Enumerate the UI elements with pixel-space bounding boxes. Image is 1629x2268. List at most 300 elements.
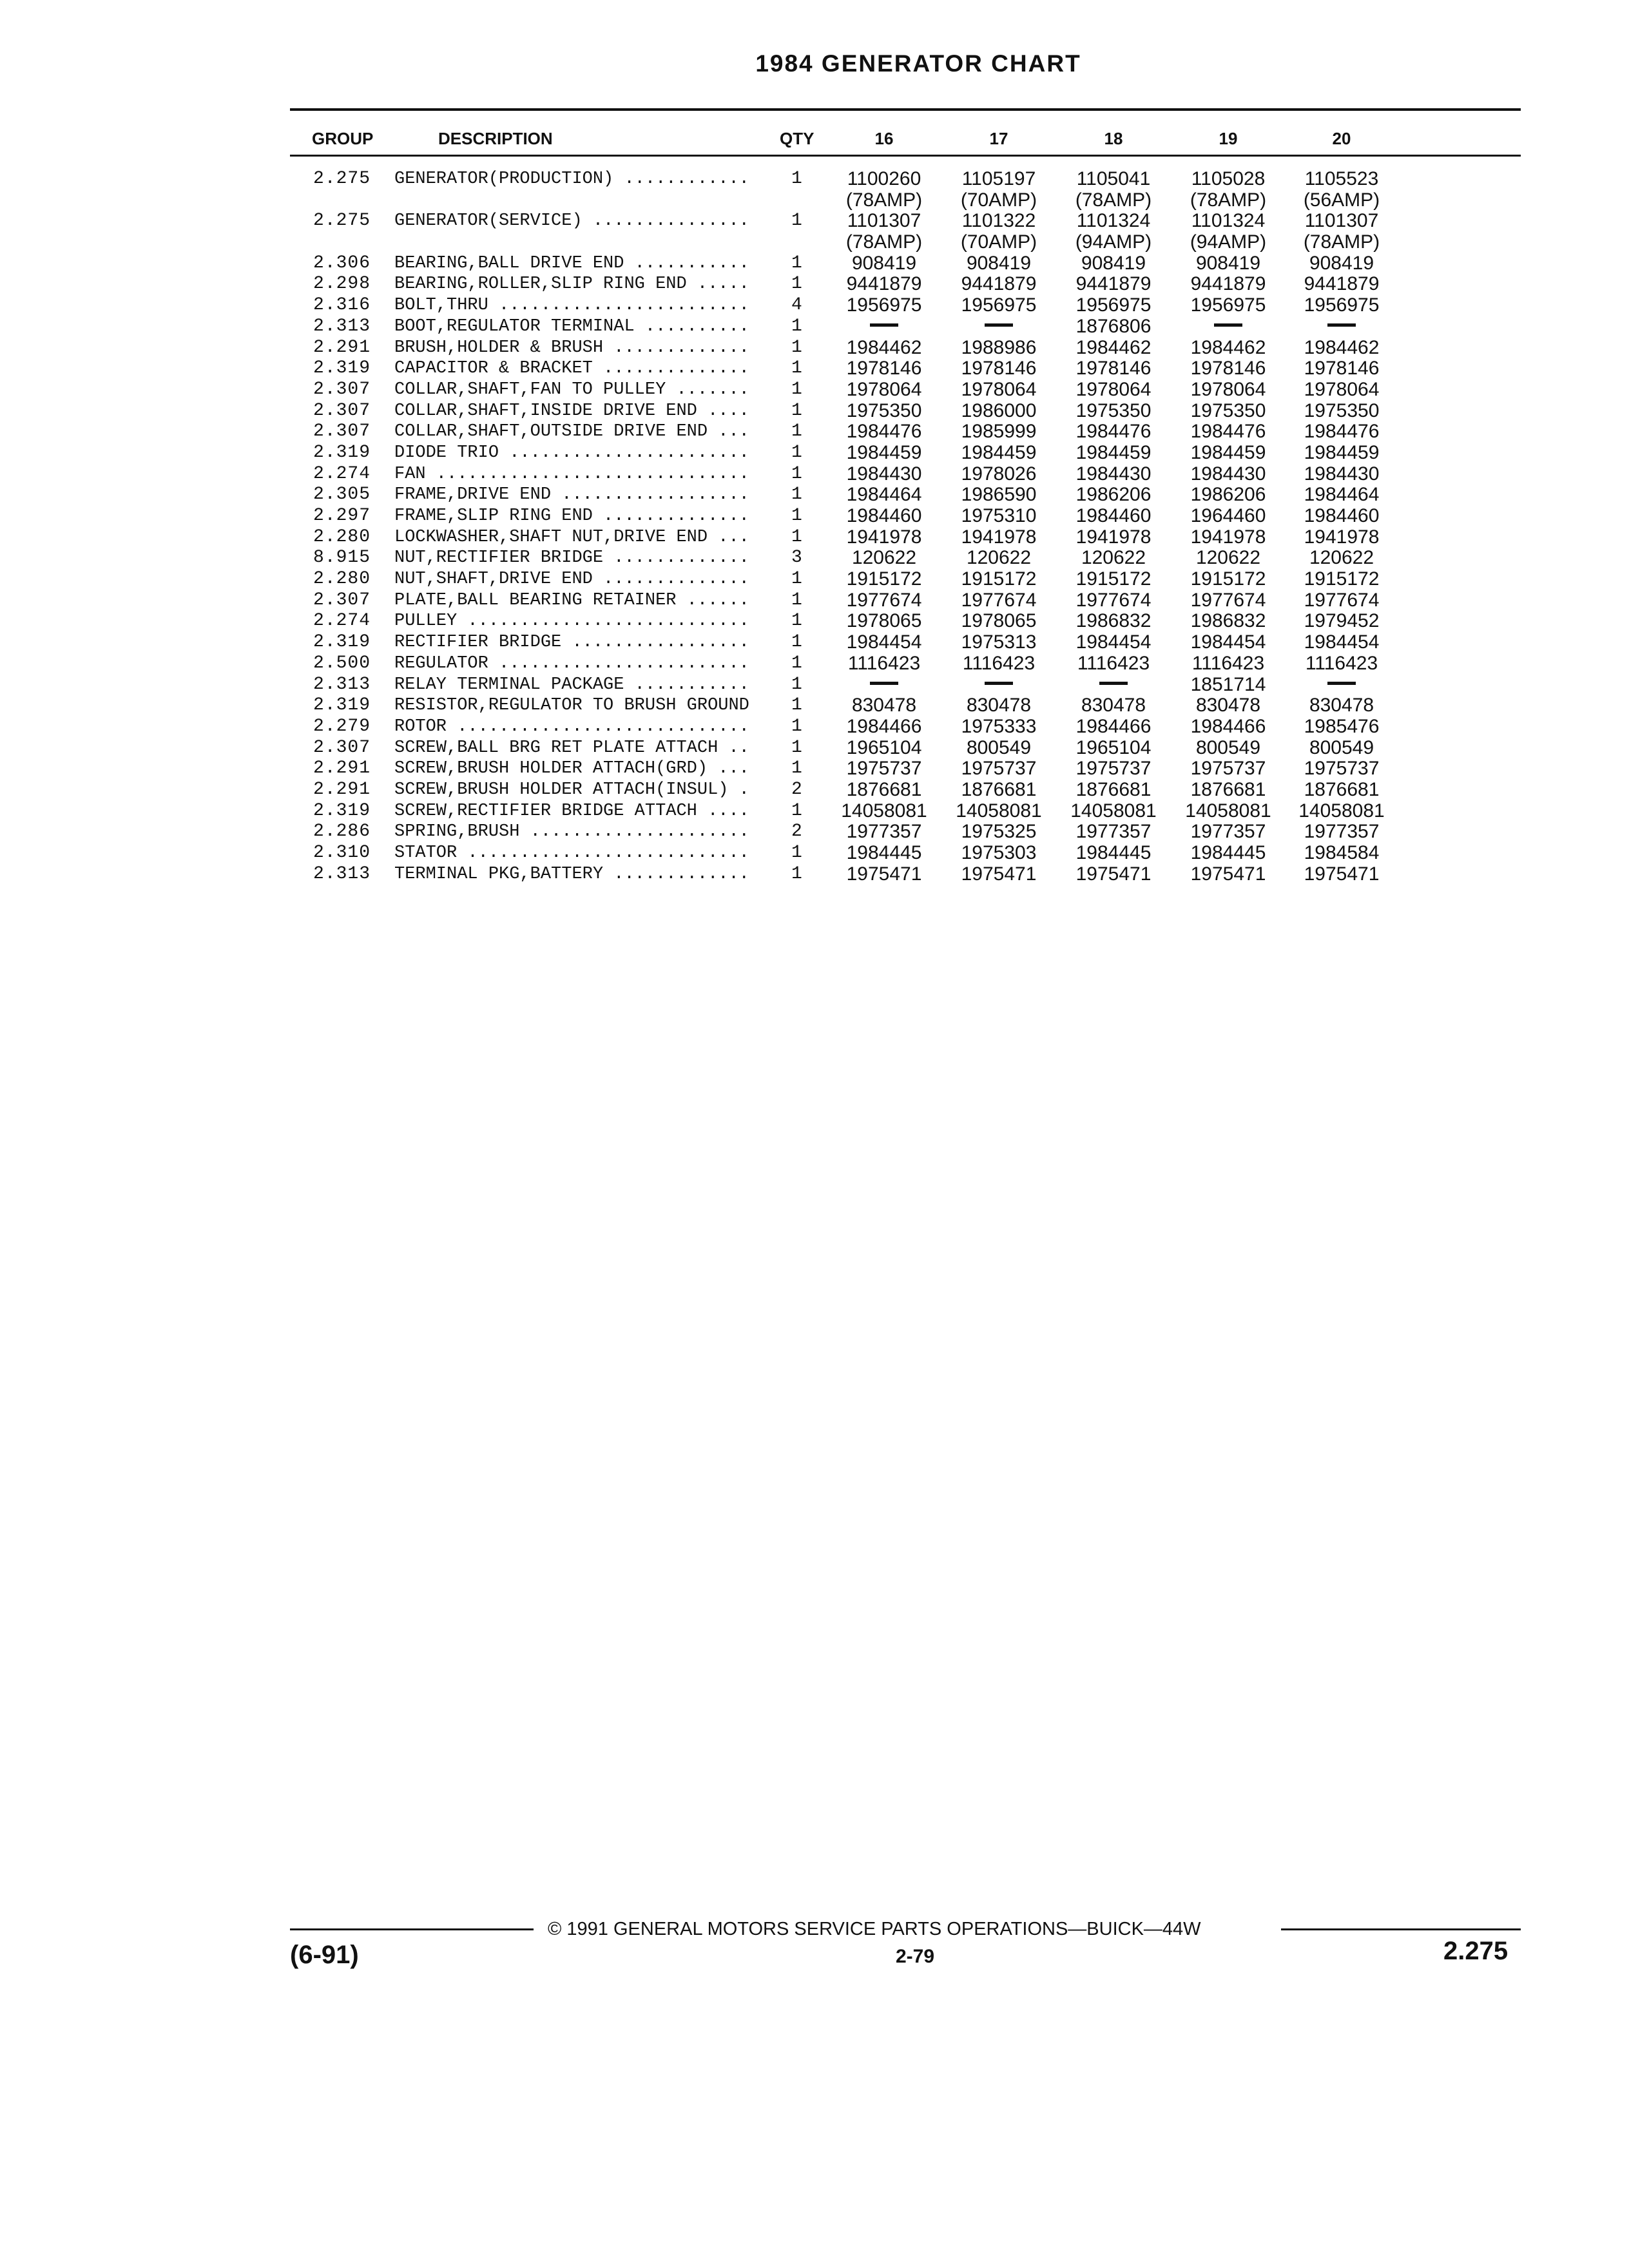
part-number-value: 1975471: [1075, 863, 1152, 885]
part-number-value: 1975350: [1304, 399, 1380, 421]
row-description: GENERATOR(SERVICE) ...............: [394, 211, 749, 231]
row-description: COLLAR,SHAFT,INSIDE DRIVE END ....: [394, 401, 749, 421]
part-number-value: 1978146: [1304, 358, 1380, 380]
part-number-value: 1985476: [1304, 715, 1380, 737]
part-number-value: 1956975: [1304, 294, 1380, 316]
part-number-value: 1984462: [1075, 336, 1152, 358]
row-group: 2.286: [313, 822, 371, 842]
part-number-value: 1876681: [846, 778, 922, 800]
part-number-value: 1978146: [1075, 358, 1152, 380]
part-number-value: 1915172: [846, 568, 922, 590]
part-number-value: 1984462: [1190, 336, 1266, 358]
row-part-number: [1164, 843, 1293, 864]
row-part-number: [1277, 316, 1406, 338]
row-part-number: [1164, 401, 1293, 422]
row-qty: 1: [791, 463, 802, 484]
row-qty: 1: [791, 632, 802, 653]
row-group: 2.319: [313, 632, 371, 653]
table-row: [0, 738, 1629, 759]
row-part-number: [934, 401, 1063, 422]
header-top-rule: [290, 108, 1521, 111]
part-number-value: 1964460: [1190, 505, 1266, 527]
amperage-rating: (70AMP): [960, 189, 1037, 211]
row-group: 2.305: [313, 485, 371, 505]
part-number-value: 1975350: [1075, 399, 1152, 421]
row-part-number: [1277, 716, 1406, 738]
part-number-value: 1116423: [962, 652, 1036, 674]
table-row: [0, 401, 1629, 422]
row-qty: 1: [791, 485, 802, 505]
row-qty: 1: [791, 253, 802, 273]
part-number-value: 1876681: [1304, 778, 1380, 800]
part-number-value: 1984476: [1075, 421, 1152, 443]
row-part-number: [1164, 738, 1293, 759]
row-part-number: [934, 169, 1063, 211]
row-group: 2.291: [313, 779, 371, 800]
not-applicable-dash: [870, 682, 898, 685]
amperage-rating: (70AMP): [960, 231, 1037, 253]
part-number-value: 1984462: [1304, 336, 1380, 358]
footer-rule-right: [1281, 1928, 1521, 1930]
row-part-number: [1164, 569, 1293, 590]
row-part-number: [934, 421, 1063, 443]
row-qty: 1: [791, 379, 802, 399]
row-group: 2.275: [313, 169, 371, 189]
part-number-value: 1956975: [846, 294, 922, 316]
row-part-number: [934, 443, 1063, 464]
row-part-number: [1049, 421, 1178, 443]
part-number-value: 1978064: [961, 378, 1037, 400]
row-part-number: [1277, 401, 1406, 422]
row-part-number: [1164, 211, 1293, 253]
row-part-number: [1049, 780, 1178, 801]
row-part-number: [1277, 211, 1406, 253]
row-part-number: [820, 801, 949, 822]
row-part-number: [934, 780, 1063, 801]
part-number-value: 908419: [1081, 252, 1146, 274]
row-part-number: [1277, 169, 1406, 211]
row-part-number: [934, 611, 1063, 632]
row-group: 2.307: [313, 421, 371, 442]
table-row: [0, 569, 1629, 590]
part-number-value: 14058081: [1070, 800, 1157, 822]
part-number-value: 1876681: [1190, 778, 1266, 800]
row-description: SCREW,BALL BRG RET PLATE ATTACH ..: [394, 738, 749, 758]
row-description: BOLT,THRU ........................: [394, 296, 749, 316]
row-part-number: [934, 758, 1063, 780]
table-row: [0, 548, 1629, 569]
row-part-number: [1277, 464, 1406, 485]
row-part-number: [1164, 464, 1293, 485]
row-part-number: [1277, 738, 1406, 759]
footer-page-number: 2-79: [895, 1946, 935, 1967]
part-number-value: 120622: [1081, 547, 1146, 569]
row-part-number: [1164, 801, 1293, 822]
row-part-number: [1277, 864, 1406, 885]
part-number-value: 1941978: [1304, 526, 1380, 548]
not-applicable-dash: [1099, 682, 1128, 685]
part-number-value: 9441879: [1304, 273, 1380, 295]
row-part-number: [1277, 527, 1406, 548]
row-group: 2.291: [313, 758, 371, 779]
table-row: [0, 780, 1629, 801]
row-part-number: [1277, 590, 1406, 611]
row-part-number: [1049, 864, 1178, 885]
row-part-number: [1049, 295, 1178, 316]
row-group: 2.307: [313, 400, 371, 421]
row-qty: 1: [791, 695, 802, 716]
not-applicable-dash: [870, 323, 898, 327]
row-part-number: [1049, 338, 1178, 359]
row-part-number: [1049, 358, 1178, 380]
row-group: 2.306: [313, 253, 371, 273]
table-row: [0, 443, 1629, 464]
row-qty: 1: [791, 211, 802, 231]
row-part-number: [934, 738, 1063, 759]
part-number-value: 908419: [966, 252, 1032, 274]
row-description: BOOT,REGULATOR TERMINAL ..........: [394, 316, 749, 336]
part-number-value: 1984430: [1075, 463, 1152, 485]
part-number-value: 1984430: [846, 463, 922, 485]
row-part-number: [934, 590, 1063, 611]
row-part-number: [1164, 653, 1293, 675]
part-number-value: 830478: [1081, 695, 1146, 716]
part-number-value: 1984454: [1304, 631, 1380, 653]
part-number-value: 1876681: [961, 778, 1037, 800]
row-part-number: [1049, 675, 1178, 696]
part-number-value: 1975333: [961, 715, 1037, 737]
row-part-number: [1164, 632, 1293, 653]
part-number-value: 1978064: [1304, 378, 1380, 400]
part-number-value: 1915172: [961, 568, 1037, 590]
row-part-number: [1277, 485, 1406, 506]
part-number-value: 908419: [1309, 252, 1374, 274]
column-header-model-17: 17: [989, 129, 1008, 148]
table-row: [0, 253, 1629, 274]
row-part-number: [1164, 274, 1293, 295]
row-part-number: [1277, 801, 1406, 822]
row-group: 2.313: [313, 316, 371, 336]
amperage-rating: (78AMP): [1190, 189, 1267, 211]
part-number-value: 9441879: [846, 273, 922, 295]
part-number-value: 1984460: [846, 505, 922, 527]
part-number-value: 9441879: [1075, 273, 1152, 295]
part-number-value: 1986832: [1190, 610, 1266, 632]
row-part-number: [820, 316, 949, 338]
part-number-value: 1984476: [1190, 421, 1266, 443]
amperage-rating: (94AMP): [1190, 231, 1267, 253]
amperage-rating: (94AMP): [1075, 231, 1152, 253]
row-part-number: [934, 464, 1063, 485]
part-number-value: 1975737: [961, 758, 1037, 780]
table-row: [0, 421, 1629, 443]
part-number-value: 14058081: [956, 800, 1042, 822]
row-description: SCREW,BRUSH HOLDER ATTACH(GRD) ...: [394, 759, 749, 779]
part-number-value: 1101307: [847, 210, 921, 232]
part-number-value: 1978064: [1075, 378, 1152, 400]
row-part-number: [934, 843, 1063, 864]
part-number-value: 1915172: [1075, 568, 1152, 590]
row-part-number: [1277, 548, 1406, 569]
row-part-number: [820, 169, 949, 211]
part-number-value: 1101307: [1304, 210, 1379, 232]
row-qty: 1: [791, 590, 802, 610]
part-number-value: 9441879: [961, 273, 1037, 295]
part-number-value: 1975737: [1304, 758, 1380, 780]
part-number-value: 120622: [1195, 547, 1261, 569]
part-number-value: 1984464: [846, 484, 922, 506]
row-part-number: [1049, 316, 1178, 338]
part-number-value: 1851714: [1190, 673, 1266, 695]
part-number-value: 830478: [1309, 695, 1374, 716]
part-number-value: 1984466: [1190, 715, 1266, 737]
column-header-model-19: 19: [1219, 129, 1238, 148]
row-group: 2.279: [313, 716, 371, 736]
row-part-number: [934, 632, 1063, 653]
part-number-value: 1975471: [1190, 863, 1266, 885]
row-part-number: [820, 211, 949, 253]
amperage-rating: (56AMP): [1303, 189, 1380, 211]
column-header-model-16: 16: [874, 129, 894, 148]
table-row: [0, 464, 1629, 485]
row-part-number: [1164, 358, 1293, 380]
row-description: RESISTOR,REGULATOR TO BRUSH GROUND: [394, 696, 749, 716]
part-number-value: 120622: [966, 547, 1032, 569]
row-part-number: [1164, 590, 1293, 611]
row-description: FAN ..............................: [394, 464, 749, 484]
table-row: [0, 274, 1629, 295]
footer-section-number: 2.275: [1443, 1937, 1509, 1965]
row-part-number: [820, 843, 949, 864]
row-part-number: [1049, 274, 1178, 295]
row-part-number: [1277, 253, 1406, 274]
row-part-number: [820, 485, 949, 506]
row-part-number: [820, 590, 949, 611]
row-part-number: [820, 421, 949, 443]
row-qty: 1: [791, 506, 802, 526]
part-number-value: 1977674: [1304, 589, 1380, 611]
part-number-value: 1984459: [1304, 441, 1380, 463]
part-number-value: 120622: [851, 547, 917, 569]
row-description: BRUSH,HOLDER & BRUSH .............: [394, 338, 749, 358]
row-part-number: [1049, 380, 1178, 401]
row-group: 2.297: [313, 506, 371, 526]
part-number-value: 1986206: [1190, 484, 1266, 506]
part-number-value: 1977357: [1075, 821, 1152, 843]
row-part-number: [820, 822, 949, 843]
part-number-value: 14058081: [841, 800, 927, 822]
table-row: [0, 716, 1629, 738]
row-part-number: [1049, 801, 1178, 822]
part-number-value: 1978026: [961, 463, 1037, 485]
row-group: 2.291: [313, 337, 371, 358]
part-number-value: 1986832: [1075, 610, 1152, 632]
row-part-number: [1049, 485, 1178, 506]
row-qty: 1: [791, 800, 802, 821]
row-part-number: [934, 358, 1063, 380]
row-group: 2.316: [313, 295, 371, 316]
row-description: REGULATOR ........................: [394, 653, 749, 673]
row-part-number: [934, 380, 1063, 401]
footer-copyright: © 1991 GENERAL MOTORS SERVICE PARTS OPERATIONS—BUICK—44W: [548, 1919, 1201, 1939]
table-row: [0, 822, 1629, 843]
row-qty: 1: [791, 843, 802, 863]
column-header-model-20: 20: [1332, 129, 1351, 148]
part-number-value: 1984464: [1304, 484, 1380, 506]
row-part-number: [1277, 695, 1406, 716]
part-number-value: 1116423: [1077, 652, 1150, 674]
part-number-value: 14058081: [1298, 800, 1385, 822]
column-header-description: DESCRIPTION: [438, 129, 553, 148]
row-part-number: [934, 695, 1063, 716]
part-number-value: 1984459: [1190, 441, 1266, 463]
row-part-number: [1049, 443, 1178, 464]
part-number-value: 1977357: [1190, 821, 1266, 843]
row-part-number: [820, 695, 949, 716]
row-part-number: [1277, 675, 1406, 696]
row-part-number: [1049, 527, 1178, 548]
row-part-number: [1164, 253, 1293, 274]
row-description: BEARING,BALL DRIVE END ...........: [394, 253, 749, 273]
row-part-number: [934, 675, 1063, 696]
row-description: COLLAR,SHAFT,FAN TO PULLEY .......: [394, 380, 749, 399]
part-number-value: 1100260: [847, 168, 921, 189]
part-number-value: 1975737: [1075, 758, 1152, 780]
part-number-value: 830478: [851, 695, 917, 716]
table-row: [0, 211, 1629, 253]
part-number-value: 1975325: [961, 821, 1037, 843]
part-number-value: 1978146: [846, 358, 922, 380]
row-group: 2.319: [313, 442, 371, 463]
row-part-number: [1164, 716, 1293, 738]
row-group: 2.313: [313, 863, 371, 884]
part-number-value: 1876681: [1075, 778, 1152, 800]
part-number-value: 1956975: [961, 294, 1037, 316]
table-row: [0, 485, 1629, 506]
part-number-value: 1101324: [1191, 210, 1266, 232]
amperage-rating: (78AMP): [845, 189, 923, 211]
row-part-number: [1277, 380, 1406, 401]
part-number-value: 1984459: [961, 441, 1037, 463]
not-applicable-dash: [985, 682, 1013, 685]
row-part-number: [820, 295, 949, 316]
table-row: [0, 316, 1629, 338]
part-number-value: 1978064: [846, 378, 922, 400]
part-number-value: 1975350: [1190, 399, 1266, 421]
page-title: 1984 GENERATOR CHART: [755, 50, 1081, 77]
row-qty: 1: [791, 316, 802, 336]
part-number-value: 1975310: [961, 505, 1037, 527]
row-part-number: [934, 716, 1063, 738]
row-part-number: [1277, 338, 1406, 359]
row-part-number: [820, 527, 949, 548]
table-row: [0, 632, 1629, 653]
part-number-value: 1105041: [1076, 168, 1151, 189]
row-part-number: [820, 338, 949, 359]
row-part-number: [934, 485, 1063, 506]
row-part-number: [820, 569, 949, 590]
row-part-number: [934, 801, 1063, 822]
table-row: [0, 590, 1629, 611]
part-number-value: 908419: [1195, 252, 1261, 274]
row-description: NUT,SHAFT,DRIVE END ..............: [394, 570, 749, 590]
row-part-number: [1049, 590, 1178, 611]
part-number-value: 1984476: [846, 421, 922, 443]
row-qty: 1: [791, 274, 802, 294]
row-part-number: [820, 358, 949, 380]
row-part-number: [934, 295, 1063, 316]
row-qty: 1: [791, 337, 802, 358]
part-number-value: 1941978: [846, 526, 922, 548]
part-number-value: 800549: [966, 736, 1032, 758]
table-row: [0, 169, 1629, 211]
row-description: RELAY TERMINAL PACKAGE ...........: [394, 675, 749, 695]
row-part-number: [934, 569, 1063, 590]
row-part-number: [1164, 527, 1293, 548]
row-group: 2.500: [313, 653, 371, 673]
row-part-number: [820, 632, 949, 653]
row-part-number: [1049, 506, 1178, 527]
row-part-number: [934, 864, 1063, 885]
row-qty: 1: [791, 653, 802, 673]
part-number-value: 1984454: [1190, 631, 1266, 653]
row-part-number: [934, 274, 1063, 295]
row-part-number: [1277, 443, 1406, 464]
part-number-value: 120622: [1309, 547, 1374, 569]
part-number-value: 1101324: [1076, 210, 1151, 232]
row-group: 2.307: [313, 590, 371, 610]
part-number-value: 1979452: [1304, 610, 1380, 632]
part-number-value: 1978146: [1190, 358, 1266, 380]
part-number-value: 800549: [1195, 736, 1261, 758]
row-description: FRAME,SLIP RING END ..............: [394, 506, 749, 526]
part-number-value: 1977674: [846, 589, 922, 611]
part-number-value: 1984584: [1304, 842, 1380, 864]
row-qty: 1: [791, 421, 802, 442]
row-part-number: [820, 611, 949, 632]
row-part-number: [1164, 548, 1293, 569]
table-row: [0, 527, 1629, 548]
table-row: [0, 380, 1629, 401]
row-part-number: [1164, 864, 1293, 885]
part-number-value: 1984459: [846, 441, 922, 463]
part-number-value: 1956975: [1190, 294, 1266, 316]
row-part-number: [1277, 822, 1406, 843]
part-number-value: 1984430: [1304, 463, 1380, 485]
row-part-number: [1164, 485, 1293, 506]
row-part-number: [1164, 506, 1293, 527]
part-number-value: 1975471: [846, 863, 922, 885]
part-number-value: 1105523: [1304, 168, 1379, 189]
row-description: GENERATOR(PRODUCTION) ............: [394, 169, 749, 189]
row-part-number: [1277, 506, 1406, 527]
row-part-number: [1164, 695, 1293, 716]
row-part-number: [1164, 380, 1293, 401]
part-number-value: 1101322: [961, 210, 1036, 232]
row-part-number: [1049, 758, 1178, 780]
row-description: SCREW,RECTIFIER BRIDGE ATTACH ....: [394, 801, 749, 821]
row-part-number: [1164, 295, 1293, 316]
part-number-value: 14058081: [1185, 800, 1271, 822]
row-part-number: [1164, 780, 1293, 801]
table-row: [0, 675, 1629, 696]
part-number-value: 1977357: [1304, 821, 1380, 843]
row-part-number: [1164, 338, 1293, 359]
part-number-value: 1105028: [1191, 168, 1266, 189]
row-part-number: [934, 506, 1063, 527]
part-number-value: 1915172: [1304, 568, 1380, 590]
part-number-value: 1977674: [1190, 589, 1266, 611]
